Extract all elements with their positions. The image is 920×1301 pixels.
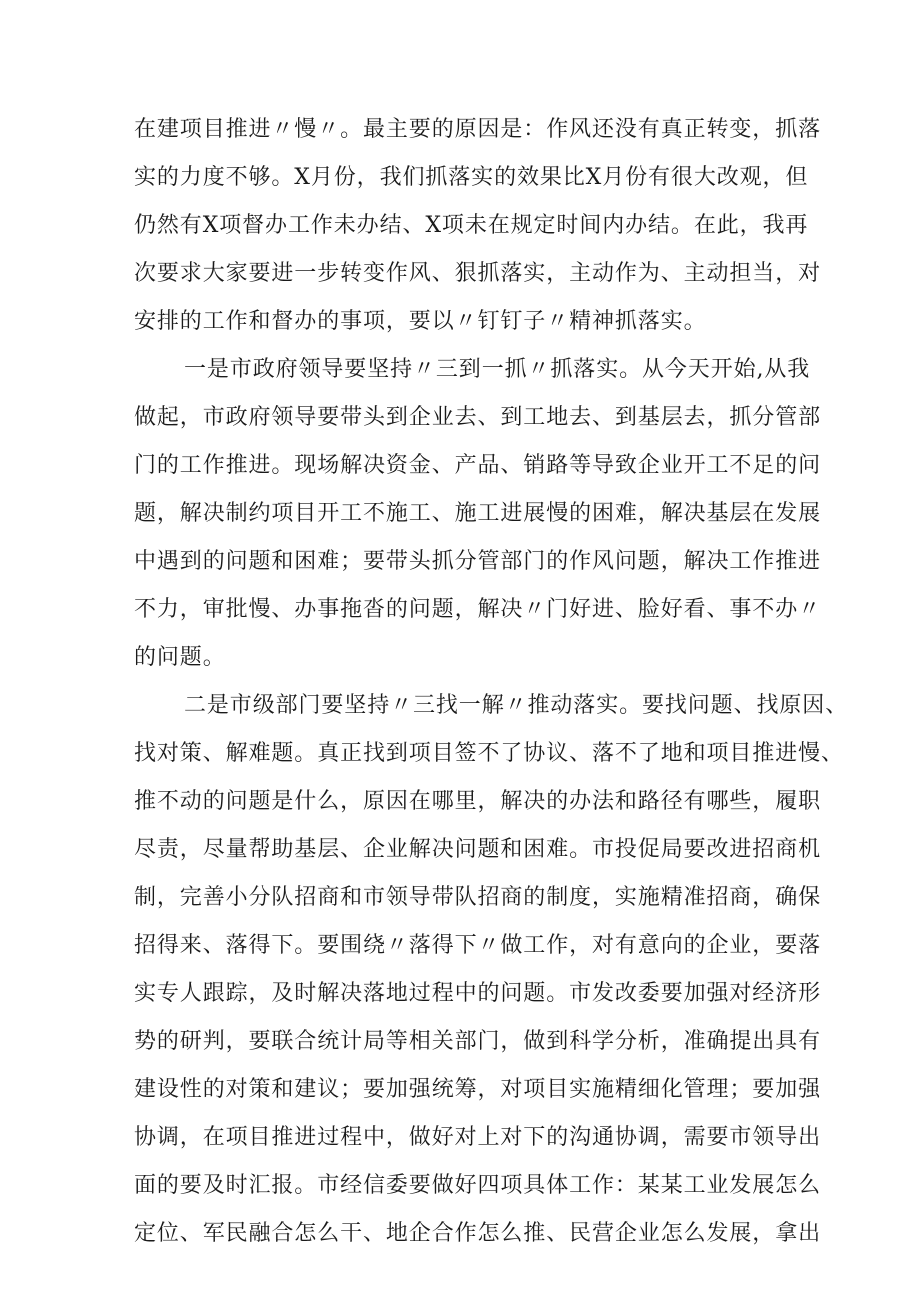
text-line: 题，解决制约项目开工不施工、施工进展慢的困难，解决基层在发展 — [134, 501, 822, 526]
text-line: 的问题。 — [134, 645, 226, 670]
text-line: 次要求大家要进一步转变作风、狠抓落实，主动作为、主动担当，对 — [134, 261, 822, 286]
text-line: 做起，市政府领导要带头到企业去、到工地去、到基层去，抓分管部 — [134, 405, 822, 430]
text-line: 定位、军民融合怎么干、地企合作怎么推、民营企业怎么发展，拿出 — [134, 1221, 822, 1246]
text-line: 二是市级部门要坚持〃三找一解〃推动落实。要找问题、找原因、 — [184, 693, 849, 718]
text-line: 建设性的对策和建议；要加强统筹，对项目实施精细化管理；要加强 — [134, 1077, 822, 1102]
text-line: 一是市政府领导要坚持〃三到一抓〃抓落实。从今天开始,从我 — [184, 357, 811, 382]
text-line: 面的要及时汇报。市经信委要做好四项具体工作：某某工业发展怎么 — [134, 1173, 822, 1198]
text-line: 制，完善小分队招商和市领导带队招商的制度，实施精准招商，确保 — [134, 885, 822, 910]
text-line: 推不动的问题是什么，原因在哪里，解决的办法和路径有哪些，履职 — [134, 789, 822, 814]
text-line: 尽责，尽量帮助基层、企业解决问题和困难。市投促局要改进招商机 — [134, 837, 822, 862]
text-line: 在建项目推进〃慢〃。最主要的原因是：作风还没有真正转变，抓落 — [134, 117, 822, 142]
text-line: 实专人跟踪，及时解决落地过程中的问题。市发改委要加强对经济形 — [134, 981, 822, 1006]
text-line: 实的力度不够。X月份，我们抓落实的效果比X月份有很大改观，但 — [134, 165, 809, 190]
text-line: 协调，在项目推进过程中，做好对上对下的沟通协调，需要市领导出 — [134, 1125, 822, 1150]
text-line: 中遇到的问题和困难；要带头抓分管部门的作风问题，解决工作推进 — [134, 549, 822, 574]
text-line: 不力，审批慢、办事拖沓的问题，解决〃门好进、脸好看、事不办〃 — [134, 597, 822, 622]
text-line: 门的工作推进。现场解决资金、产品、销路等导致企业开工不足的问 — [134, 453, 822, 478]
text-line: 招得来、落得下。要围绕〃落得下〃做工作，对有意向的企业，要落 — [134, 933, 822, 958]
text-line: 势的研判，要联合统计局等相关部门，做到科学分析，准确提出具有 — [134, 1029, 822, 1054]
text-line: 安排的工作和督办的事项，要以〃钉钉子〃精神抓落实。 — [134, 309, 707, 334]
text-line: 找对策、解难题。真正找到项目签不了协议、落不了地和项目推进慢、 — [134, 741, 844, 766]
text-line: 仍然有X项督办工作未办结、X项未在规定时间内办结。在此，我再 — [134, 213, 809, 238]
